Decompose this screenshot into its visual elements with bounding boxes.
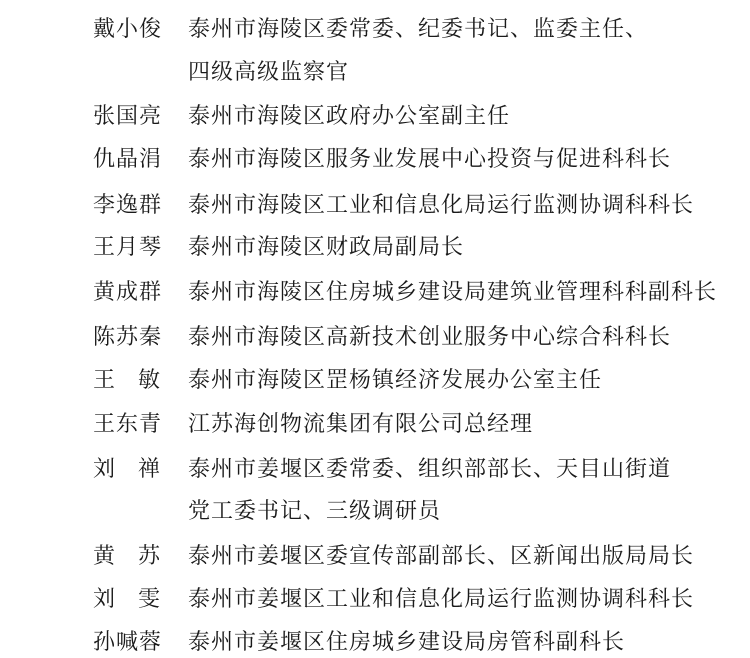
person-name-char: 刘 xyxy=(93,457,116,482)
person-title-line: 泰州市海陵区服务业发展中心投资与促进科科长 xyxy=(188,147,672,172)
person-name-char: 雯 xyxy=(138,587,161,612)
person-title-line: 泰州市海陵区财政局副局长 xyxy=(188,235,465,260)
person-name: 仇晶涓 xyxy=(93,147,163,172)
person-name: 张国亮 xyxy=(93,104,163,129)
person-title-line: 党工委书记、三级调研员 xyxy=(188,499,442,524)
person-name-char: 敏 xyxy=(138,368,161,393)
person-title-line: 泰州市海陵区工业和信息化局运行监测协调科科长 xyxy=(188,193,695,218)
person-title-line: 泰州市海陵区住房城乡建设局建筑业管理科科副科长 xyxy=(188,280,718,305)
person-title-line: 泰州市海陵区政府办公室副主任 xyxy=(188,104,511,129)
person-name: 李逸群 xyxy=(93,193,163,218)
person-name: 王东青 xyxy=(93,412,163,437)
person-title-line: 泰州市姜堰区委宣传部副部长、区新闻出版局局长 xyxy=(188,544,695,569)
person-name: 孙喊蓉 xyxy=(93,630,163,655)
person-title-line: 泰州市姜堰区住房城乡建设局房管科副科长 xyxy=(188,630,626,655)
person-title-line: 江苏海创物流集团有限公司总经理 xyxy=(188,412,534,437)
person-title-line: 泰州市姜堰区委常委、组织部部长、天目山街道 xyxy=(188,457,672,482)
person-name: 陈苏秦 xyxy=(93,325,163,350)
person-name-char: 黄 xyxy=(93,544,116,569)
person-title-line: 四级高级监察官 xyxy=(188,60,350,85)
person-title-line: 泰州市姜堰区工业和信息化局运行监测协调科科长 xyxy=(188,587,695,612)
person-name: 黄成群 xyxy=(93,280,163,305)
person-name-char: 禅 xyxy=(138,457,161,482)
person-title-line: 泰州市海陵区委常委、纪委书记、监委主任、 xyxy=(188,17,649,42)
person-name-char: 苏 xyxy=(138,544,161,569)
person-name: 王月琴 xyxy=(93,235,163,260)
person-title-line: 泰州市海陵区高新技术创业服务中心综合科科长 xyxy=(188,325,672,350)
person-name-char: 王 xyxy=(93,368,116,393)
person-name-char: 刘 xyxy=(93,587,116,612)
person-name: 戴小俊 xyxy=(93,17,163,42)
person-title-line: 泰州市海陵区罡杨镇经济发展办公室主任 xyxy=(188,368,603,393)
